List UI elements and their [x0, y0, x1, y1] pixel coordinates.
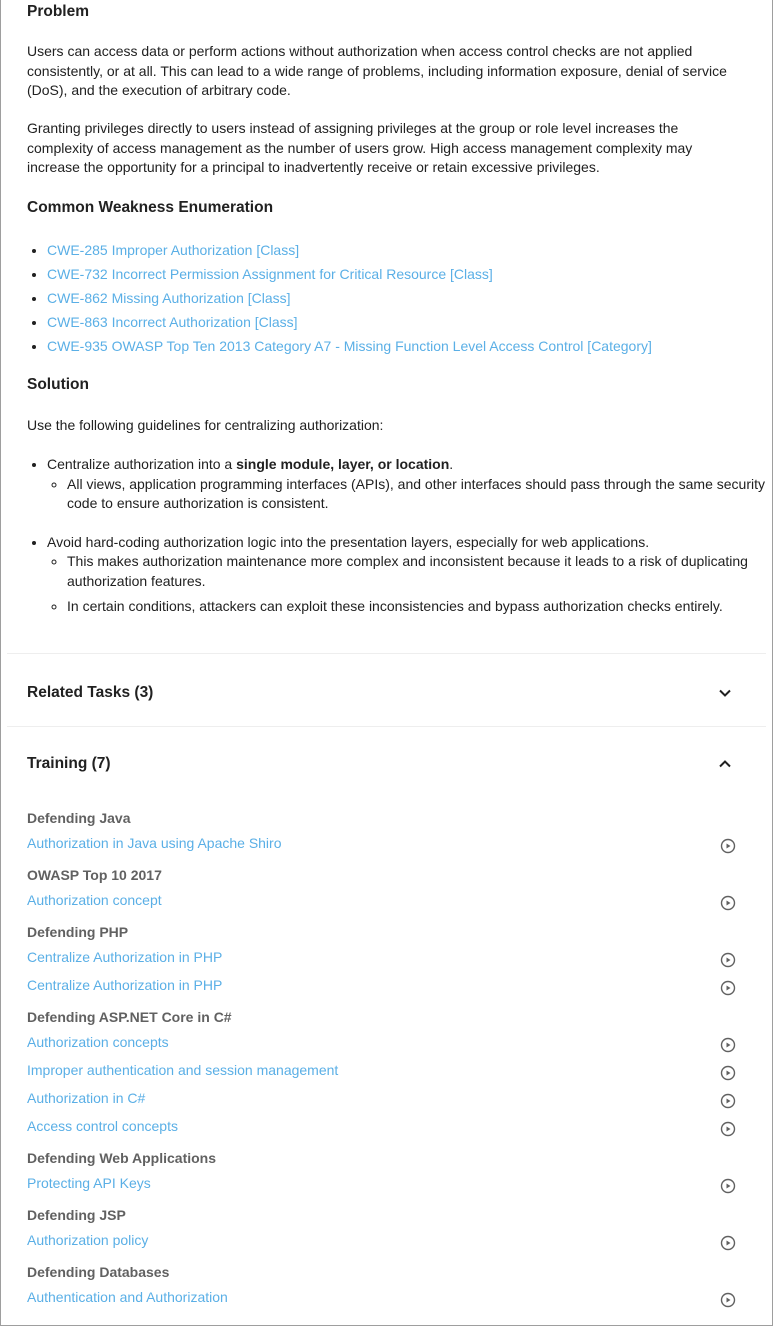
list-item [47, 286, 652, 310]
training-item [27, 1173, 736, 1193]
list-item [47, 334, 652, 358]
training-link[interactable]: Improper authentication and session management [27, 1062, 339, 1078]
related-tasks-title: Related Tasks (3) [27, 684, 154, 701]
cwe-heading: Common Weakness Enumeration [27, 199, 274, 216]
training-item [27, 1230, 736, 1250]
training-group-title: Defending JSP [27, 1207, 126, 1223]
training-item [27, 975, 736, 995]
training-link[interactable]: Protecting API Keys [27, 1175, 151, 1191]
cwe-link[interactable]: CWE-863 Incorrect Authorization [Class] [47, 314, 298, 330]
chevron-up-icon[interactable] [718, 757, 732, 771]
play-circle-icon[interactable] [720, 895, 736, 911]
cwe-link[interactable]: CWE-732 Incorrect Permission Assignment for Critical Resource [Class] [47, 266, 493, 282]
training-group-title: Defending Databases [27, 1264, 170, 1280]
problem-paragraph-2: Granting privileges directly to users instead of assigning privileges at the group or role level increases the complexity of access management as the number of users grow. High access management complexity may increase the opportunity for a principal to inadvertently receive or retain excessive privileges. [27, 120, 693, 175]
cwe-link[interactable]: CWE-285 Improper Authorization [Class] [47, 242, 300, 258]
problem-paragraph-1: Users can access data or perform actions without authorization when access control checks are not applied consistently, or at all. This can lead to a wide range of problems, including information exposure, denial of service (DoS), and the execution of arbitrary code. [27, 43, 727, 98]
training-link[interactable]: Authentication and Authorization [27, 1289, 228, 1305]
training-item [27, 1116, 736, 1136]
play-circle-icon[interactable] [720, 1235, 736, 1251]
solution-heading: Solution [27, 376, 89, 393]
solution-sub-bullet: ◦ All views, application programming interfaces (APIs), and other interfaces should pass through the same security code to ensure authorization is consistent. [67, 475, 767, 514]
cwe-list [27, 238, 652, 358]
cwe-link[interactable]: CWE-935 OWASP Top Ten 2013 Category A7 - Missing Function Level Access Control [Category] [47, 338, 652, 354]
solution-intro: Use the following guidelines for centralizing authorization: [27, 417, 384, 433]
training-link[interactable]: Authorization concepts [27, 1034, 169, 1050]
play-circle-icon[interactable] [720, 1178, 736, 1194]
cwe-link[interactable]: CWE-862 Missing Authorization [Class] [47, 290, 291, 306]
training-item [27, 947, 736, 967]
training-link[interactable]: Authorization policy [27, 1232, 149, 1248]
training-group-title: Defending Web Applications [27, 1150, 217, 1166]
training-link[interactable]: Access control concepts [27, 1118, 178, 1134]
training-item [27, 1088, 736, 1108]
solution-sub-bullet: ◦ This makes authorization maintenance more complex and inconsistent because it leads to a risk of duplicating authorization features. [67, 552, 767, 591]
training-item [27, 833, 736, 853]
training-item [27, 890, 736, 910]
divider [7, 653, 766, 654]
solution-bullet: • Centralize authorization into a single module, layer, or location. ◦ All views, application programming interfaces (APIs), and other interfaces should pass through the same security code to ensure authorization is consistent. [47, 455, 767, 514]
training-link[interactable]: Authorization in Java using Apache Shiro [27, 835, 282, 851]
list-item [47, 310, 652, 334]
training-item [27, 1060, 736, 1080]
training-header[interactable] [1, 744, 772, 784]
play-circle-icon[interactable] [720, 838, 736, 854]
training-group-title: OWASP Top 10 2017 [27, 867, 162, 883]
play-circle-icon[interactable] [720, 1292, 736, 1308]
problem-heading: Problem [27, 3, 90, 20]
solution-sub-bullet: ◦ In certain conditions, attackers can exploit these inconsistencies and bypass authorization checks entirely. [67, 597, 767, 617]
training-link[interactable]: Authorization concept [27, 892, 162, 908]
training-link[interactable]: Authorization in C# [27, 1090, 146, 1106]
emphasis: single module, layer, or location [236, 456, 450, 472]
solution-bullet: • Avoid hard-coding authorization logic into the presentation layers, especially for web applications. ◦ This makes authorization maintenance more complex and inconsistent because it leads to a risk of duplicating authorization features. ◦ In certain conditions, attackers can exploit these inconsistencies and bypass authorization checks entirely. [47, 533, 767, 617]
training-item [27, 1287, 736, 1307]
play-circle-icon[interactable] [720, 1093, 736, 1109]
training-title: Training (7) [27, 755, 111, 772]
list-item [47, 262, 652, 286]
list-item [47, 238, 652, 262]
related-tasks-header[interactable] [1, 673, 772, 713]
training-link[interactable]: Centralize Authorization in PHP [27, 977, 223, 993]
play-circle-icon[interactable] [720, 980, 736, 996]
play-circle-icon[interactable] [720, 1037, 736, 1053]
play-circle-icon[interactable] [720, 1121, 736, 1137]
training-group-title: Defending PHP [27, 924, 129, 940]
training-link[interactable]: Centralize Authorization in PHP [27, 949, 223, 965]
play-circle-icon[interactable] [720, 952, 736, 968]
training-group-title: Defending ASP.NET Core in C# [27, 1009, 232, 1025]
training-group-title: Defending Java [27, 810, 131, 826]
chevron-down-icon[interactable] [718, 686, 732, 700]
divider [7, 726, 766, 727]
training-item [27, 1032, 736, 1052]
solution-list [27, 455, 767, 620]
play-circle-icon[interactable] [720, 1065, 736, 1081]
